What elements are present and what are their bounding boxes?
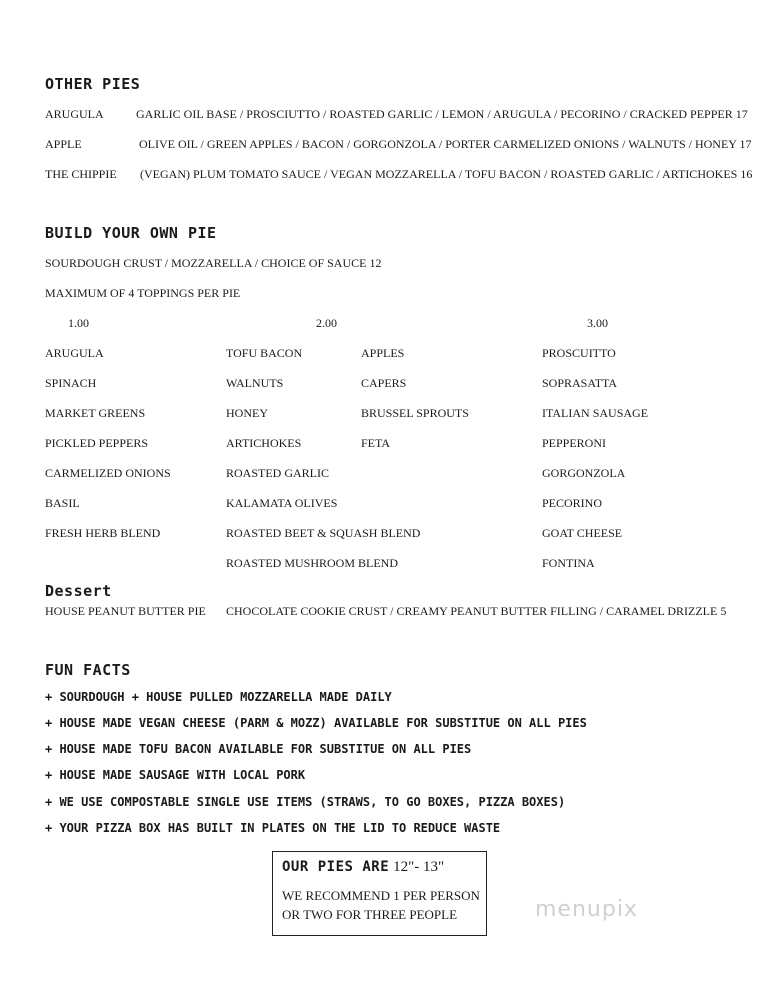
fun-fact-item: + HOUSE MADE TOFU BACON AVAILABLE FOR SUBSTITUE ON ALL PIES	[45, 742, 472, 756]
byo-base: SOURDOUGH CRUST / MOZZARELLA / CHOICE OF SAUCE 12	[45, 256, 382, 270]
dessert-desc: CHOCOLATE COOKIE CRUST / CREAMY PEANUT BUTTER FILLING / CARAMEL DRIZZLE 5	[226, 604, 727, 618]
dessert-name: HOUSE PEANUT BUTTER PIE	[45, 604, 206, 618]
topping-item: ROASTED GARLIC	[226, 466, 330, 480]
topping-item: HONEY	[226, 406, 268, 420]
topping-item: GORGONZOLA	[542, 466, 626, 480]
topping-item: FONTINA	[542, 556, 595, 570]
topping-item: ARTICHOKES	[226, 436, 302, 450]
fun-fact-item: + YOUR PIZZA BOX HAS BUILT IN PLATES ON THE LID TO REDUCE WASTE	[45, 821, 501, 835]
pie-size-value: 12"- 13"	[393, 859, 445, 875]
price-tier-1: 1.00	[68, 316, 89, 330]
topping-item: BASIL	[45, 496, 80, 510]
pie-size-line1: WE RECOMMEND 1 PER PERSON	[282, 888, 480, 903]
menupix-watermark: menupix	[535, 897, 638, 922]
fun-fact-item: + WE USE COMPOSTABLE SINGLE USE ITEMS (STRAWS, TO GO BOXES, PIZZA BOXES)	[45, 795, 566, 809]
topping-item: FRESH HERB BLEND	[45, 526, 161, 540]
pie-size-line2: OR TWO FOR THREE PEOPLE	[282, 907, 458, 922]
other-pies-heading: OTHER PIES	[45, 75, 141, 93]
topping-item: MARKET GREENS	[45, 406, 146, 420]
topping-item: APPLES	[361, 346, 405, 360]
dessert-heading: Dessert	[45, 582, 112, 600]
topping-item: KALAMATA OLIVES	[226, 496, 338, 510]
topping-item: ARUGULA	[45, 346, 104, 360]
pie-desc-chippie: (VEGAN) PLUM TOMATO SAUCE / VEGAN MOZZARELLA / TOFU BACON / ROASTED GARLIC / ARTICHOKES 16	[140, 167, 753, 181]
fun-fact-item: + HOUSE MADE VEGAN CHEESE (PARM & MOZZ) AVAILABLE FOR SUBSTITUE ON ALL PIES	[45, 716, 587, 730]
price-tier-2: 2.00	[316, 316, 337, 330]
pie-desc-arugula: GARLIC OIL BASE / PROSCIUTTO / ROASTED GARLIC / LEMON / ARUGULA / PECORINO / CRACKED PEPPER 17	[136, 107, 748, 121]
topping-item: TOFU BACON	[226, 346, 303, 360]
topping-item: PICKLED PEPPERS	[45, 436, 149, 450]
topping-item: CARMELIZED ONIONS	[45, 466, 171, 480]
pie-name-apple: APPLE	[45, 137, 82, 151]
pie-desc-apple: OLIVE OIL / GREEN APPLES / BACON / GORGONZOLA / PORTER CARMELIZED ONIONS / WALNUTS / HONEY 17	[139, 137, 752, 151]
price-tier-3: 3.00	[587, 316, 608, 330]
topping-item: PROSCUITTO	[542, 346, 616, 360]
topping-item: WALNUTS	[226, 376, 284, 390]
pie-name-chippie: THE CHIPPIE	[45, 167, 117, 181]
topping-item: ROASTED MUSHROOM BLEND	[226, 556, 399, 570]
topping-item: GOAT CHEESE	[542, 526, 623, 540]
pie-size-prefix: OUR PIES ARE	[282, 859, 390, 875]
fun-fact-item: + HOUSE MADE SAUSAGE WITH LOCAL PORK	[45, 768, 306, 782]
topping-item: BRUSSEL SPROUTS	[361, 406, 469, 420]
pie-name-arugula: ARUGULA	[45, 107, 104, 121]
fun-facts-heading: FUN FACTS	[45, 661, 131, 679]
topping-item: CAPERS	[361, 376, 407, 390]
topping-item: ROASTED BEET & SQUASH BLEND	[226, 526, 421, 540]
topping-item: SPINACH	[45, 376, 97, 390]
pie-size-title	[282, 858, 444, 876]
topping-item: PEPPERONI	[542, 436, 607, 450]
pie-size-box	[272, 851, 487, 936]
topping-item: ITALIAN SAUSAGE	[542, 406, 649, 420]
fun-fact-item: + SOURDOUGH + HOUSE PULLED MOZZARELLA MADE DAILY	[45, 690, 392, 704]
byo-max-toppings: MAXIMUM OF 4 TOPPINGS PER PIE	[45, 286, 241, 300]
topping-item: FETA	[361, 436, 391, 450]
topping-item: SOPRASATTA	[542, 376, 618, 390]
build-your-own-heading: BUILD YOUR OWN PIE	[45, 224, 217, 242]
topping-item: PECORINO	[542, 496, 603, 510]
